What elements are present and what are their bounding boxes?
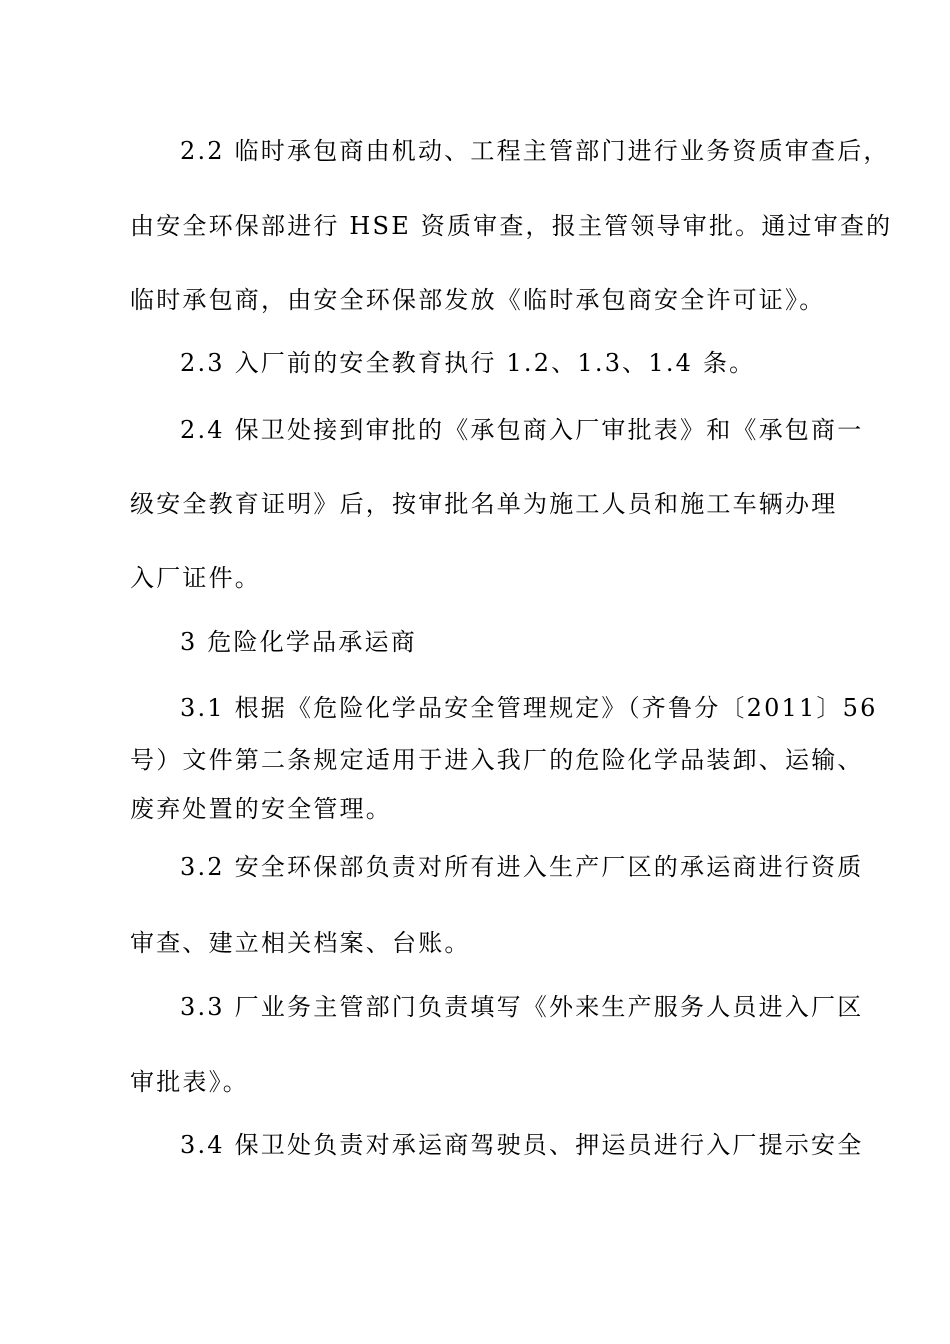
paragraph-2-3: 2.3 入厂前的安全教育执行 1.2、1.3、1.4 条。 — [180, 349, 756, 377]
paragraph-2-2-line-2: 由安全环保部进行 HSE 资质审查，报主管领导审批。通过审查的 — [130, 212, 893, 240]
paragraph-3-1-line-1: 3.1 根据《危险化学品安全管理规定》（齐鲁分〔2011〕56 — [180, 694, 878, 722]
paragraph-3-2-line-2: 审查、建立相关档案、台账。 — [130, 929, 471, 957]
paragraph-2-2-line-1: 2.2 临时承包商由机动、工程主管部门进行业务资质审查后， — [180, 137, 890, 165]
paragraph-3-2-line-1: 3.2 安全环保部负责对所有进入生产厂区的承运商进行资质 — [180, 853, 864, 881]
paragraph-3-1-line-2: 号）文件第二条规定适用于进入我厂的危险化学品装卸、运输、 — [130, 746, 864, 774]
paragraph-3-4-line-1: 3.4 保卫处负责对承运商驾驶员、押运员进行入厂提示安全 — [180, 1131, 864, 1159]
paragraph-2-2-line-3: 临时承包商，由安全环保部发放《临时承包商安全许可证》。 — [130, 286, 826, 314]
paragraph-3-3-line-1: 3.3 厂业务主管部门负责填写《外来生产服务人员进入厂区 — [180, 993, 864, 1021]
paragraph-3-3-line-2: 审批表》。 — [130, 1068, 249, 1096]
paragraph-2-4-line-2: 级安全教育证明》后，按审批名单为施工人员和施工车辆办理 — [130, 490, 838, 518]
paragraph-3-1-line-3: 废弃处置的安全管理。 — [130, 795, 392, 823]
paragraph-2-4-line-3: 入厂证件。 — [130, 564, 261, 592]
paragraph-2-4-line-1: 2.4 保卫处接到审批的《承包商入厂审批表》和《承包商一 — [180, 416, 864, 444]
section-3-heading: 3 危险化学品承运商 — [180, 628, 417, 656]
